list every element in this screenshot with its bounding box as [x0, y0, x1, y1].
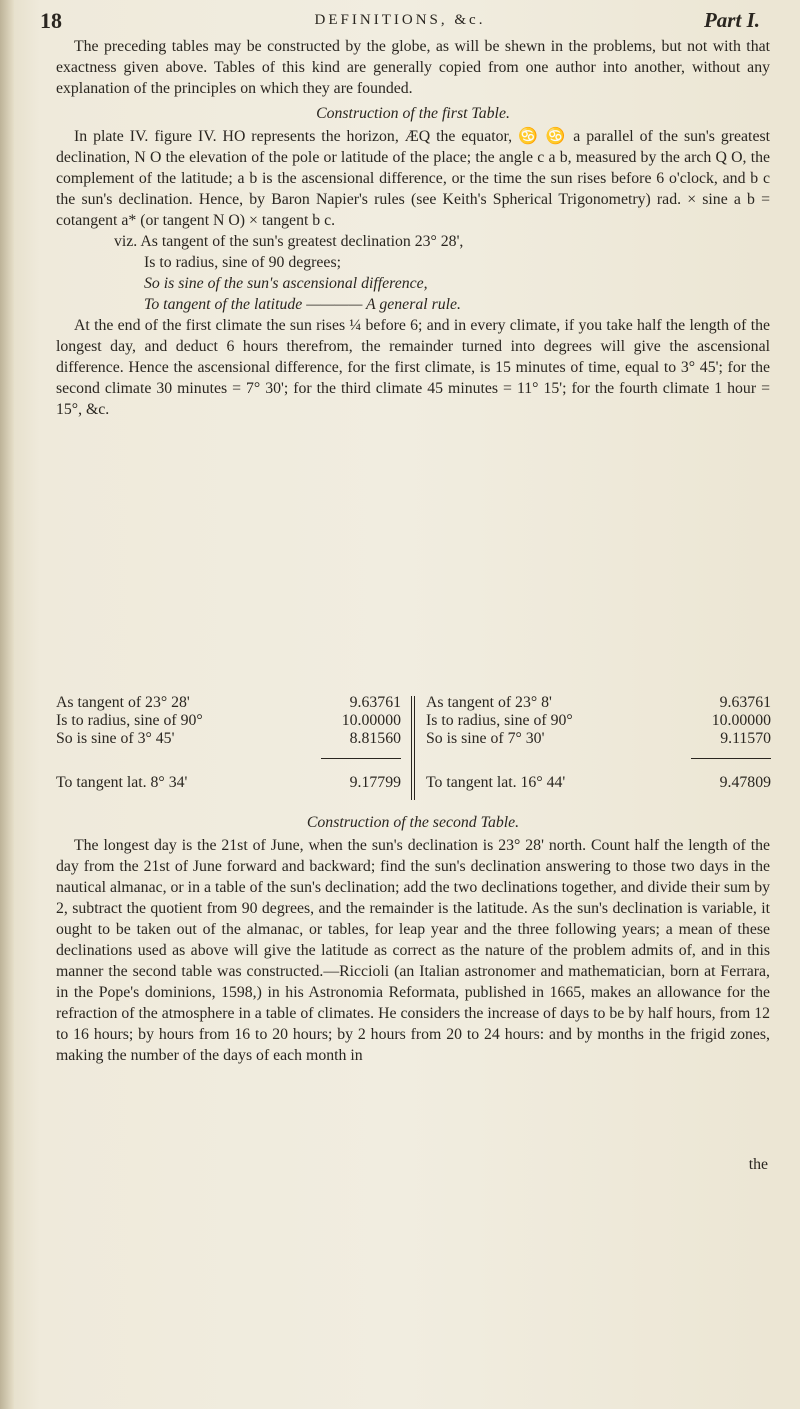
table-row: Is to radius, sine of 90° 10.00000	[56, 712, 401, 729]
catchword: the	[748, 1156, 768, 1173]
body-text-lower	[56, 808, 770, 1066]
table-row: As tangent of 23° 28' 9.63761	[56, 694, 401, 711]
heading-first-table: Construction of the first Table.	[316, 105, 510, 122]
viz-line-3: So is sine of the sun's ascensional difference,	[144, 275, 428, 292]
running-title: DEFINITIONS, &c.	[314, 12, 486, 28]
paragraph-construction-second: The longest day is the 21st of June, when the sun's declination is 23° 28' north. Count half the length of the day from the 21st of June forward and backward; find the sun's declination answering to those two days in the nautical almanac, or in a table of the sun's declination; add the two declinations together, and divide their sum by 2, subtract the quotient from 90 degrees, and the remainder is the latitude. As the sun's declination is variable, it ought to be taken out of the almanac, or tables, for leap year and the three following years; a mean of these declinations used as above will give the latitude as correct as the nature of the problem admits of, and in this manner the second table was constructed.—Riccioli (an Italian astronomer and mathematician, born at Ferrara, in the Pope's dominions, 1598,) in his Astronomia Reformata, published in 1665, makes an allowance for the refraction of the atmosphere in a table of climates. He considers the increase of days to be by half hours, from 12 to 16 hours; by hours from 16 to 20 hours; by 2 hours from 20 to 24 hours: and by months in the frigid zones, making the number of the days of each month in	[56, 837, 770, 1064]
paragraph-climates: At the end of the first climate the sun rises ¼ before 6; and in every climate, if you take half the length of the longest day, and deduct 6 hours therefrom, the remainder turned into degrees will give the ascensional difference. Hence the ascensional difference, for the first climate, is 15 minutes of time, equal to 3° 45'; for the second climate 30 minutes = 7° 30'; for the third climate 45 minutes = 11° 15'; for the fourth climate 1 hour = 15°, &c.	[56, 317, 770, 418]
table-row: Is to radius, sine of 90° 10.00000	[426, 712, 771, 729]
table-divider	[411, 696, 415, 800]
table-row: So is sine of 7° 30' 9.11570	[426, 730, 771, 747]
viz-line-4: To tangent of the latitude ———— A general rule.	[144, 296, 461, 313]
paragraph-construction-first: In plate IV. figure IV. HO represents the horizon, ÆQ the equator, ♋ ♋ a parallel of the sun's greatest declination, N O the elevation of the pole or latitude of the place; the angle c a b, measured by the arch Q O, the complement of the latitude; a b is the ascensional difference, or the time the sun rises before 6 o'clock, and b c the sun's declination. Hence, by Baron Napier's rules (see Keith's Spherical Trigonometry) rad. × sine a b = cotangent a* (or tangent N O) × tangent b c.	[56, 128, 770, 229]
part-label: Part I.	[703, 8, 760, 32]
viz-line-1: viz. As tangent of the sun's greatest declination 23° 28',	[114, 233, 464, 250]
calculation-table-right	[426, 694, 771, 791]
sum-rule	[691, 758, 771, 759]
table-result: To tangent lat. 16° 44' 9.47809	[426, 774, 771, 791]
sum-rule	[321, 758, 401, 759]
viz-line-2: Is to radius, sine of 90 degrees;	[144, 254, 341, 271]
calculation-table-left	[56, 694, 401, 791]
table-row: As tangent of 23° 8' 9.63761	[426, 694, 771, 711]
table-result: To tangent lat. 8° 34' 9.17799	[56, 774, 401, 791]
body-text-upper	[56, 36, 770, 420]
page-number: 18	[40, 8, 62, 33]
page-gutter-shadow	[0, 0, 14, 1409]
table-row: So is sine of 3° 45' 8.81560	[56, 730, 401, 747]
calculation-tables	[56, 694, 770, 804]
heading-second-table: Construction of the second Table.	[306, 814, 520, 831]
running-header	[40, 6, 760, 34]
intro-paragraph: The preceding tables may be constructed by the globe, as will be shewn in the problems, but not with that exactness given above. Tables of this kind are generally copied from one author into another, without any explanation of the principles on which they are founded.	[56, 38, 770, 97]
